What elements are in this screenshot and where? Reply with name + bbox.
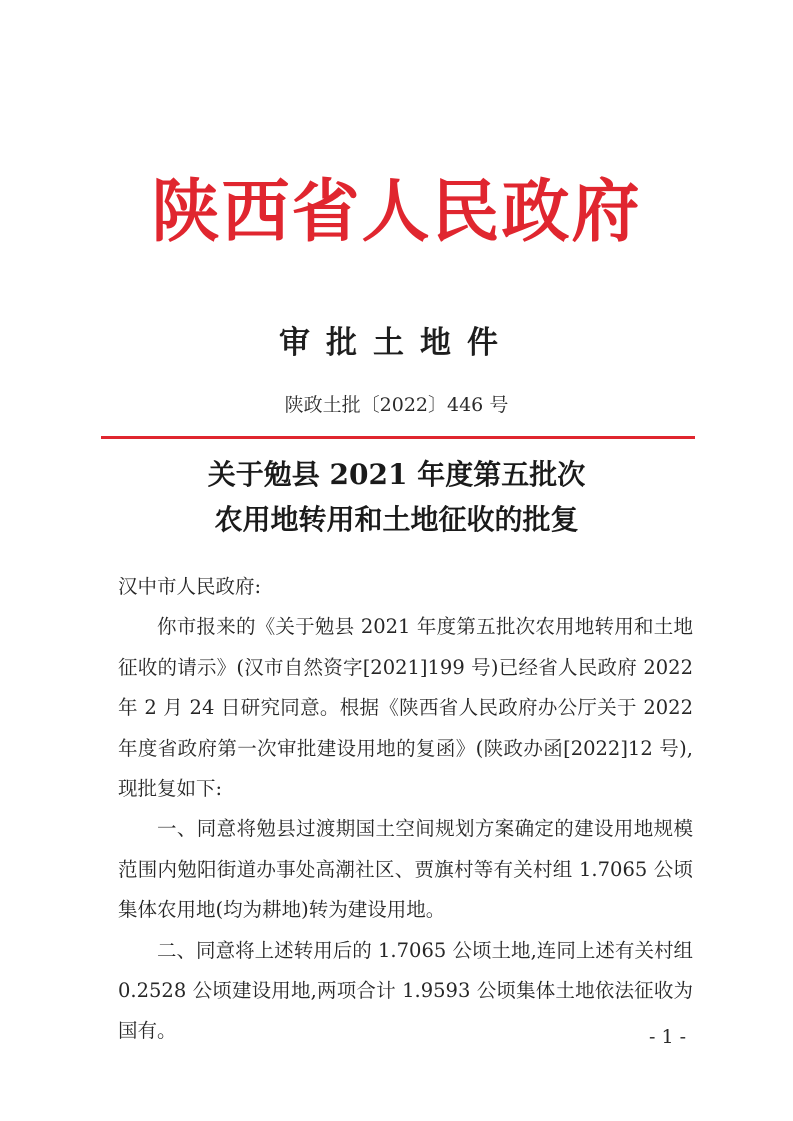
document-title-line-2: 农用地转用和土地征收的批复 — [214, 503, 579, 536]
page-number: - 1 - — [649, 1026, 687, 1048]
body-paragraph-1: 你市报来的《关于勉县 2021 年度第五批次农用地转用和土地征收的请示》(汉市自然资字[2021]199 号)已经省人民政府 2022 年 2 月 24 日研究同意。根据《陕西省人民政府办公厅关于 2022 年度省政府第一次审批建设用地的复函》(陕政办函[2022]12 号),现批复如下: — [118, 615, 693, 801]
document-number: 陕政土批〔2022〕446 号 — [284, 394, 509, 416]
body-paragraph-2: 一、同意将勉县过渡期国土空间规划方案确定的建设用地规模范围内勉阳街道办事处高潮社区、贾旗村等有关村组 1.7065 公顷集体农用地(均为耕地)转为建设用地。 — [118, 817, 693, 922]
body-paragraph-3: 二、同意将上述转用后的 1.7065 公顷土地,连同上述有关村组 0.2528 公顷建设用地,两项合计 1.9593 公顷集体土地依法征收为国有。 — [118, 938, 693, 1043]
issuing-authority-title: 陕西省人民政府 — [151, 172, 642, 252]
document-body — [118, 567, 693, 1052]
salutation: 汉中市人民政府: — [118, 575, 262, 598]
red-divider-line — [101, 436, 695, 439]
document-type-label: 审批土地件 — [279, 325, 514, 361]
document-title — [0, 452, 793, 542]
document-title-line-1: 关于勉县 2021 年度第五批次 — [207, 458, 586, 491]
